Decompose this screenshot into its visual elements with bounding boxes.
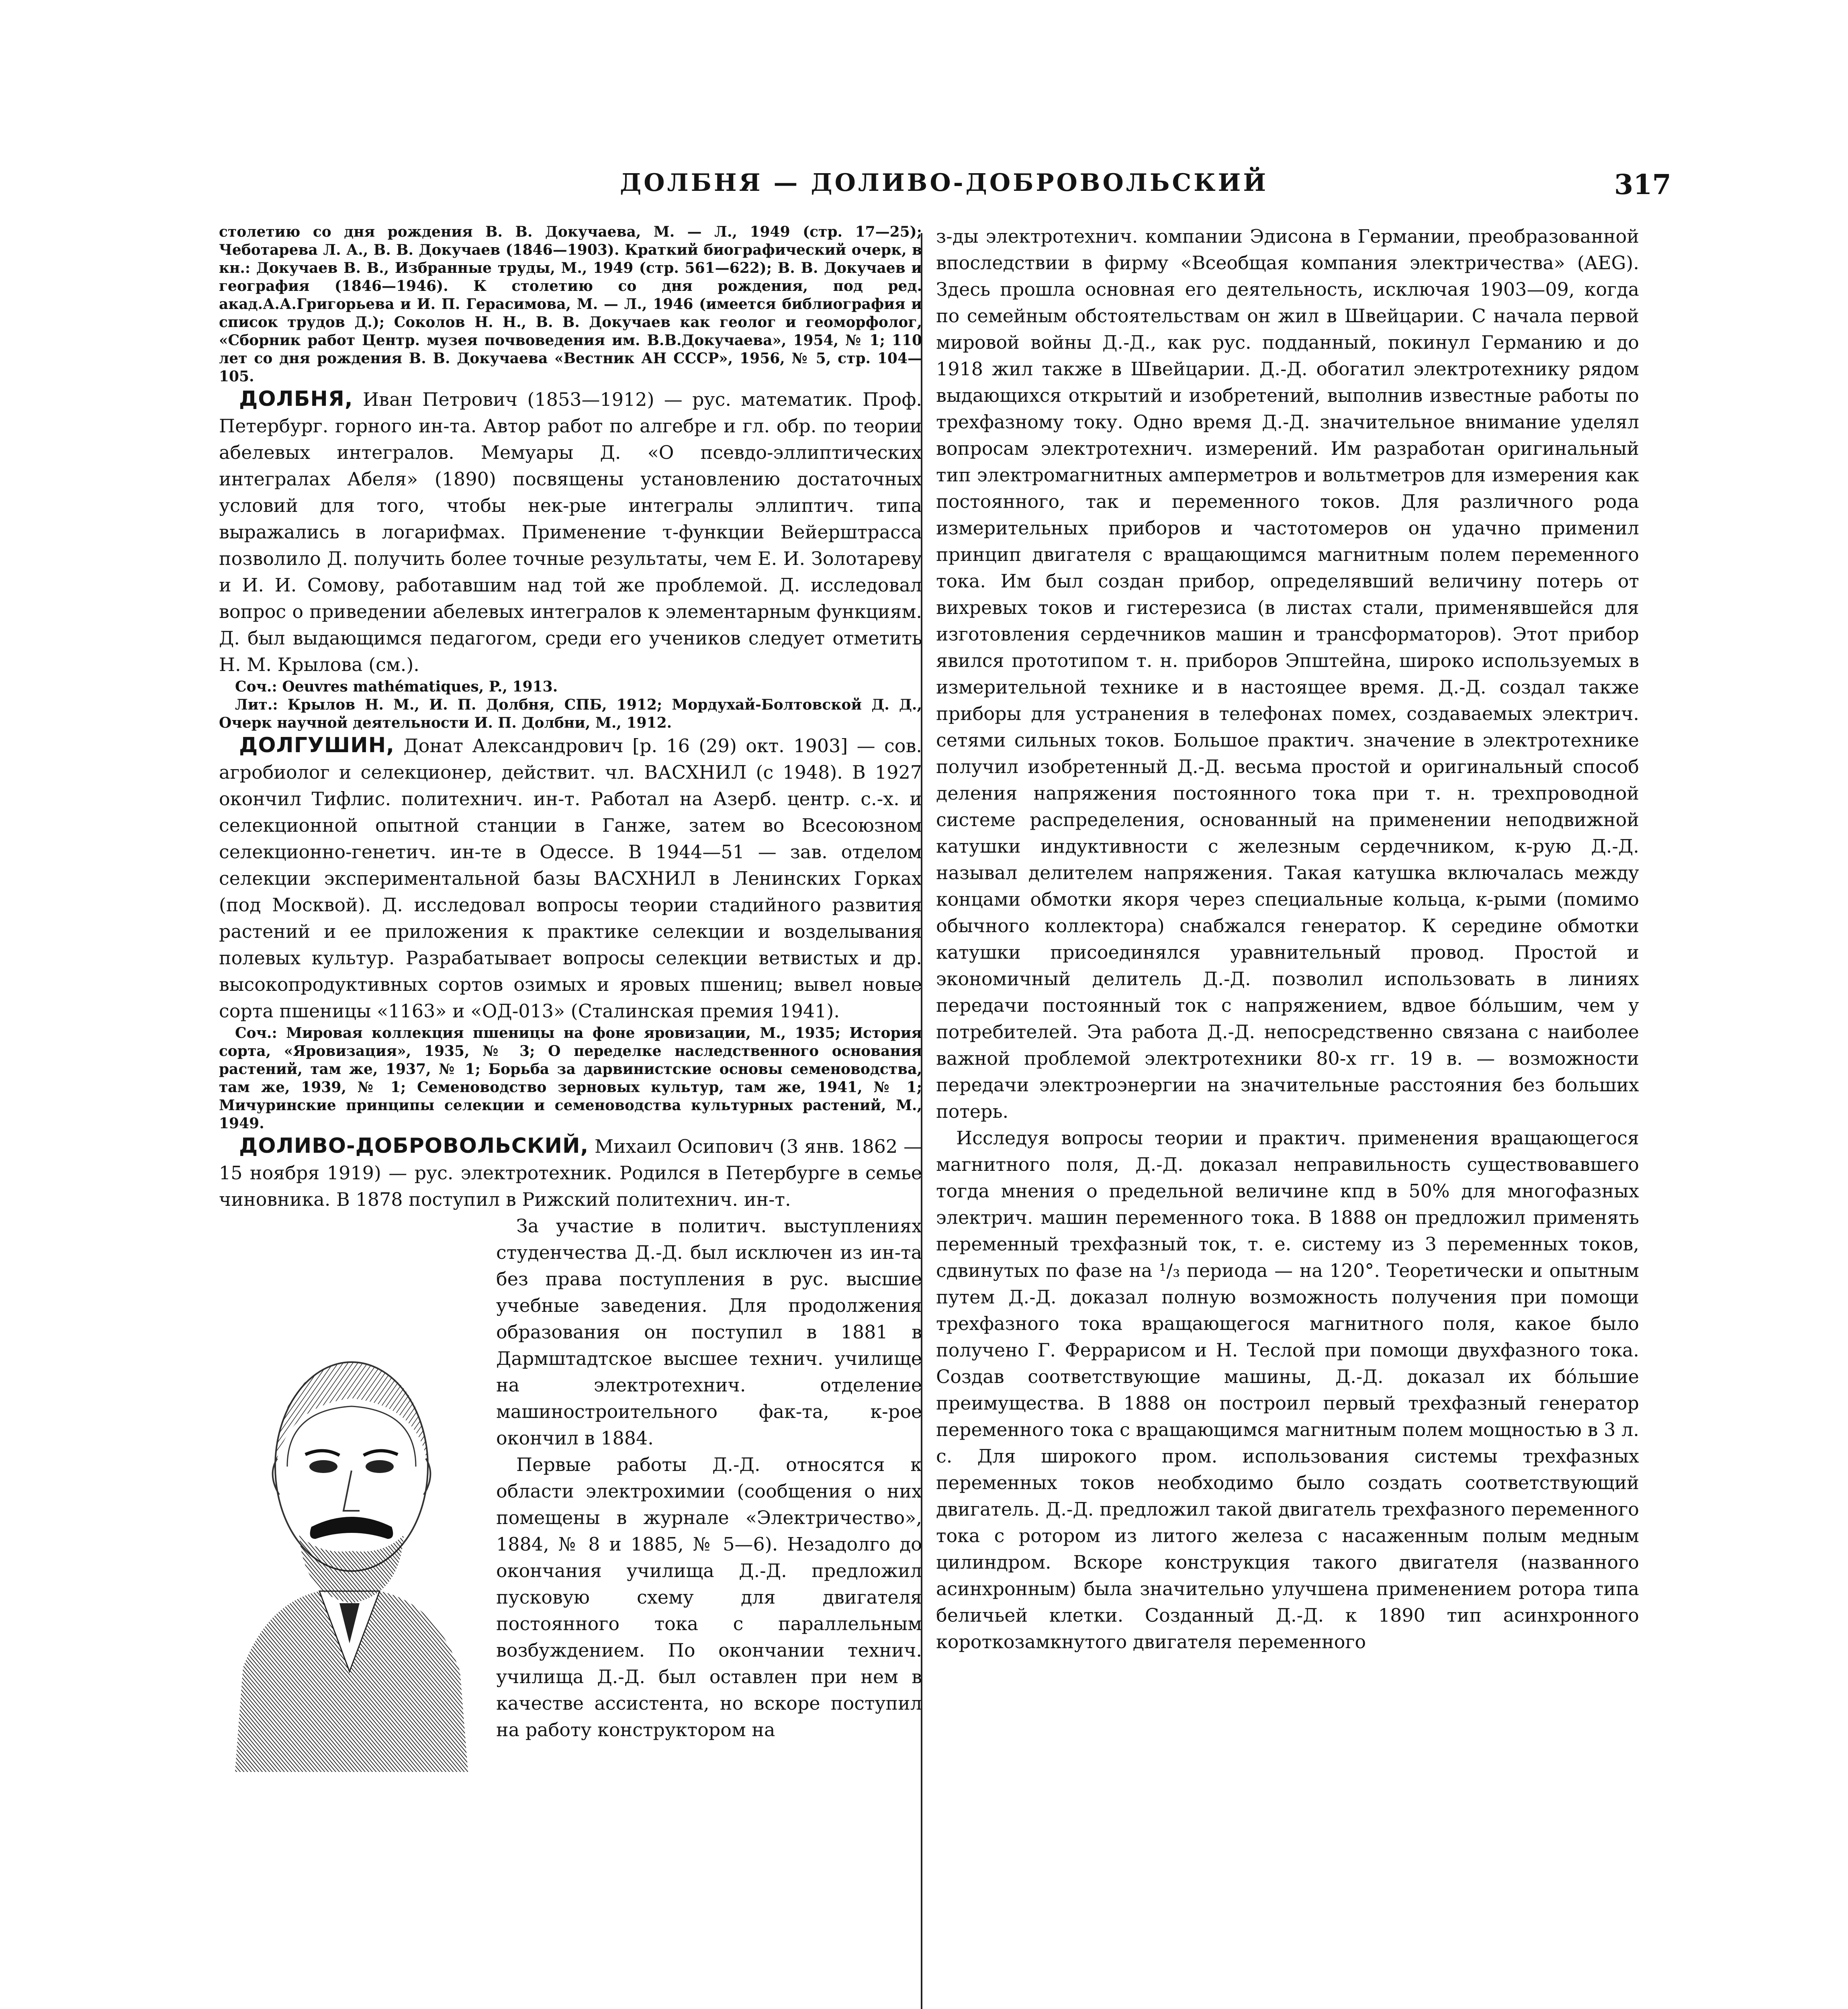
right-column: [936, 223, 1639, 2009]
dd-three-phase: Исследуя вопросы теории и практич. применения вращающегося магнитного поля, Д.-Д. доказал неправильность существовавшего тогда мнения о предельной величине кпд в 50% для многофазных электрич. машин переменного тока. В 1888 он предложил применять переменный трехфазный ток, т. е. систему из 3 переменных токов, сдвинутых по фазе на ¹/₃ периода — на 120°. Теоретически и опытным путем Д.-Д. доказал полную возможность получения при помощи трехфазного тока вращающегося магнитного поля, какое было получено Г. Феррарисом и Н. Теслой при помощи двухфазного тока. Создав соответствующие машины, Д.-Д. доказал их бо́льшие преимущества. В 1888 он построил первый трехфазный генератор переменного тока с вращающимся магнитным полем мощностью в 3 л. с. Для широкого пром. использования системы трехфазных переменных токов необходимо было создать соответствующий двигатель. Д.-Д. предложил такой двигатель трехфазного переменного тока с ротором из литого железа с насаженным полым медным цилиндром. Вскоре конструкция такого двигателя (названного асинхронным) была значительно улучшена применением ротора типа беличьей клетки. Созданный Д.-Д. к 1890 тип асинхронного короткозамкнутого двигателя переменного: [936, 1127, 1639, 1653]
page-number: 317: [1614, 169, 1671, 201]
running-header: [217, 169, 1671, 201]
reference-continuation: столетию со дня рождения В. В. Докучаева, М. — Л., 1949 (стр. 17—25); Чеботарева Л. А., В. В. Докучаев (1846—1903). Краткий биографический очерк, в кн.: Докучаев В. В., Избранные труды, М., 1949 (стр. 561—622); В. В. Докучаев и география (1846—1946). К столетию со дня рождения, под ред. акад.А.А.Григорьева и И. П. Герасимова, М. — Л., 1946 (имеется библиография и список трудов Д.); Соколов Н. Н., В. В. Докучаев как геолог и геоморфолог, «Сборник работ Центр. музея почвоведения им. В.В.Докучаева», 1954, № 1; 110 лет со дня рождения В. В. Докучаева «Вестник АН СССР», 1956, № 5, стр. 104—105.: [219, 223, 922, 385]
headword-dolbnya: ДОЛБНЯ,: [239, 387, 353, 411]
article-dolbnya-text: Иван Петрович (1853—1912) — рус. математик. Проф. Петербург. горного ин-та. Автор работ по алгебре и гл. обр. по теории абелевых интегралов. Мемуары Д. «О псевдо-эллиптических интегралах Абеля» (1890) посвящены установлению достаточных условий для того, чтобы нек-рые интегралы эллиптич. типа выражались в логарифмах. Применение τ-функции Вейерштрасса позволило Д. получить более точные результаты, чем Е. И. Золотареву и И. И. Сомову, работавшим над той же проблемой. Д. исследовал вопрос о приведении абелевых интегралов к элементарным функциям. Д. был выдающимся педагогом, среди его учеников следует отметить Н. М. Крылова (см.).: [219, 389, 922, 675]
page-title: ДОЛБНЯ — ДОЛИВО-ДОБРОВОЛЬСКИЙ: [619, 169, 1269, 197]
article-dd-intro: Михаил Осипович (3 янв. 1862 — 15 ноября 1919) — рус. электротехник. Родился в Петербурге в семье чиновника. В 1878 поступил в Рижский политехнич. ин-т.: [219, 1135, 922, 1210]
headword-dolgushin: ДОЛГУШИН,: [239, 733, 395, 757]
portrait-engraving: [219, 1217, 480, 1772]
dd-first-works: Первые работы Д.-Д. относятся к области электрохимии (сообщения о них помещены в журнале «Электричество», 1884, № 8 и 1885, № 5—6). Незадолго до окончания училища Д.-Д. предложил пусковую схему для двигателя постоянного тока с параллельным возбуждением. По окончании технич. училища Д.-Д. был оставлен при нем в качестве ассистента, но вскоре поступил на работу конструктором на: [496, 1454, 922, 1741]
article-dolgushin-text: Донат Александрович [р. 16 (29) окт. 1903] — сов. агробиолог и селекционер, действит. чл. ВАСХНИЛ (с 1948). В 1927 окончил Тифлис. политехнич. ин-т. Работал на Азерб. центр. с.-х. и селекционной опытной станции в Ганже, затем во Всесоюзном селекционно-генетич. ин-те в Одессе. В 1944—51 — зав. отделом селекции экспериментальной базы ВАСХНИЛ в Ленинских Горках (под Москвой). Д. исследовал вопросы теории стадийного развития растений и ее приложения к практике селекции и возделывания полевых культур. Разрабатывает вопросы селекции ветвистых и др. высокопродуктивных сортов озимых и яровых пшениц; вывел новые сорта пшеницы «1163» и «ОД-013» (Сталинская премия 1941).: [219, 735, 922, 1022]
left-column: [219, 223, 922, 2009]
dolbnya-works: Соч.: Oeuvres mathématiques, P., 1913.: [235, 678, 558, 695]
dolbnya-literature: Лит.: Крылов Н. М., И. П. Долбня, СПБ, 1912; Мордухай-Болтовской Д. Д., Очерк научной деятельности И. П. Долбни, М., 1912.: [219, 696, 922, 731]
article-dolivo-dobrovolsky: [219, 1133, 922, 1213]
headword-dolivo-dobrovolsky: ДОЛИВО-ДОБРОВОЛЬСКИЙ,: [239, 1134, 589, 1158]
article-dolbnya: [219, 386, 922, 678]
dolgushin-works: Соч.: Мировая коллекция пшеницы на фоне яровизации, М., 1935; История сорта, «Яровизация», 1935, № 3; О переделке наследственного основания растений, там же, 1937, № 1; Борьба за дарвинистские основы семеноводства, там же, 1939, № 1; Семеноводство зерновых культур, там же, 1941, № 1; Мичуринские принципы селекции и семеноводства культурных растений, М., 1949.: [219, 1025, 922, 1132]
dd-education-wrap: За участие в политич. выступлениях студенчества Д.-Д. был исключен из ин-та без права поступления в рус. высшие учебные заведения. Для продолжения образования он поступил в 1881 в Дармштадтское высшее технич. училище на электротехнич. отделение машиностроительного фак-та, к-рое окончил в 1884.: [496, 1215, 922, 1449]
article-dolgushin: [219, 732, 922, 1024]
portrait-image: [219, 1217, 480, 1772]
dd-continuation: з-ды электротехнич. компании Эдисона в Германии, преобразованной впоследствии в фирму «Всеобщая компания электричества» (AEG). Здесь прошла основная его деятельность, исключая 1903—09, когда по семейным обстоятельствам он жил в Швейцарии. С начала первой мировой войны Д.-Д., как рус. подданный, покинул Германию и до 1918 жил также в Швейцарии. Д.-Д. обогатил электротехнику рядом выдающихся открытий и изобретений, выполнив известные работы по трехфазному току. Одно время Д.-Д. значительное внимание уделял вопросам электротехнич. измерений. Им разработан оригинальный тип электромагнитных амперметров и вольтметров для измерения как постоянного, так и переменного токов. Для различного рода измерительных приборов и частотомеров он удачно применил принцип двигателя с вращающимся магнитным полем переменного тока. Им был создан прибор, определявший величину потерь от вихревых токов и гистерезиса (в листах стали, применявшейся для изготовления сердечников машин и трансформаторов). Этот прибор явился прототипом т. н. приборов Эпштейна, широко используемых в измерительной технике и в настоящее время. Д.-Д. создал также приборы для устранения в телефонах помех, создаваемых электрич. сетями сильных токов. Большое практич. значение в электротехнике получил изобретенный Д.-Д. весьма простой и оригинальный способ деления напряжения постоянного тока при т. н. трехпроводной системе распределения, основанный на применении неподвижной катушки индуктивности с железным сердечником, к-рую Д.-Д. называл делителем напряжения. Такая катушка включалась между концами обмотки якоря через специальные кольца, к-рыми (помимо обычного коллектора) снабжался генератор. К середине обмотки катушки присоединялся уравнительный провод. Простой и экономичный делитель Д.-Д. позволил использовать в линиях передачи постоянный ток с напряжением, вдвое бо́льшим, чем у потребителей. Эта работа Д.-Д. непосредственно связана с наиболее важной проблемой электротехники 80-х гг. 19 в. — возможности передачи электроэнергии на значительные расстояния без больших потерь.: [936, 225, 1639, 1122]
